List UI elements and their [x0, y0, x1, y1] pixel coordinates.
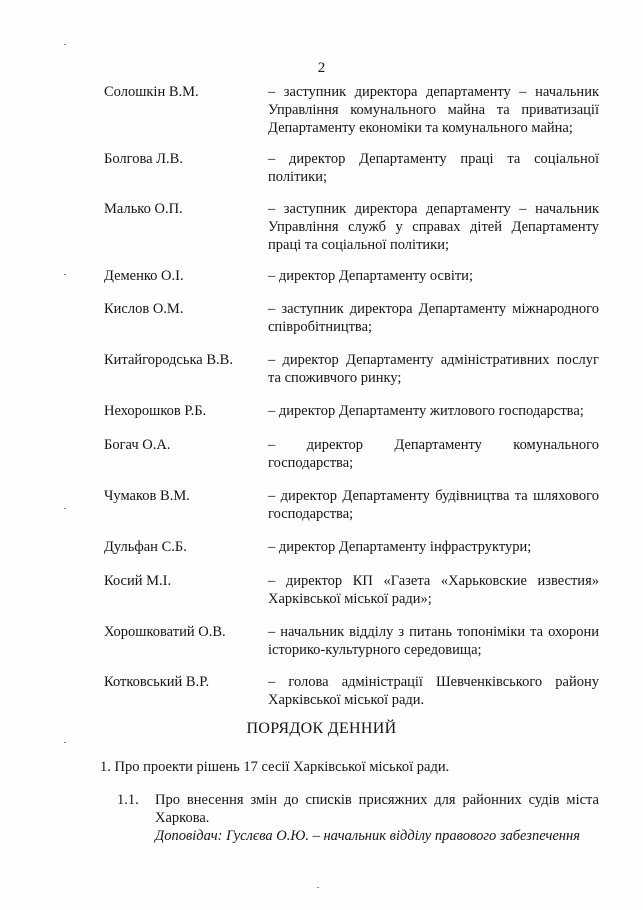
attendee-name: Кислов О.М. — [104, 301, 184, 317]
attendee-name: Деменко О.І. — [104, 268, 184, 284]
attendee-name: Косий М.І. — [104, 573, 172, 589]
attendee-name: Хорошковатий О.В. — [104, 624, 226, 640]
attendee-name: Малько О.П. — [104, 201, 183, 217]
attendee-position: – заступник директора департаменту – начальник Управління комунального майна та приватизації Департаменту економіки та комунального майна; — [268, 84, 599, 136]
attendee-position: – директор Департаменту будівництва та шляхового господарства; — [268, 488, 599, 522]
attendee-position: – директор Департаменту інфраструктури; — [268, 539, 532, 555]
attendee-position: – директор Департаменту комунального господарства; — [268, 437, 599, 471]
attendee-position: – директор Департаменту адміністративних послуг та споживчого ринку; — [268, 352, 599, 386]
attendee-position: – директор КП «Газета «Харьковские известия» Харківської міської ради»; — [268, 573, 599, 607]
page-number: 2 — [317, 60, 326, 76]
scan-speck — [64, 274, 66, 275]
agenda-title: ПОРЯДОК ДЕННИЙ — [246, 720, 397, 737]
attendee-name: Богач О.А. — [104, 437, 171, 453]
agenda-subitem-number: 1.1. — [117, 792, 139, 808]
attendee-name: Болгова Л.В. — [104, 151, 183, 167]
agenda-subitem — [155, 791, 599, 845]
attendee-name: Чумаков В.М. — [104, 488, 190, 504]
agenda-subitem-speaker: Доповідач: Гуслєва О.Ю. – начальник відділу правового забезпечення — [155, 828, 580, 844]
attendee-position: – начальник відділу з питань топоніміки та охорони історико-культурного середовища; — [268, 624, 599, 658]
attendee-position: – заступник директора Департаменту міжнародного співробітництва; — [268, 301, 599, 335]
agenda-item: 1. Про проекти рішень 17 сесії Харківської міської ради. — [100, 759, 450, 775]
attendee-position: – директор Департаменту освіти; — [268, 268, 473, 284]
scan-speck — [64, 508, 66, 509]
agenda-subitem-text: Про внесення змін до списків присяжних для районних судів міста Харкова. — [155, 792, 599, 826]
attendee-name: Китайгородська В.В. — [104, 352, 233, 368]
attendee-name: Нехорошков Р.Б. — [104, 403, 207, 419]
attendee-position: – директор Департаменту житлового господарства; — [268, 403, 584, 419]
attendee-name: Дульфан С.Б. — [104, 539, 187, 555]
attendee-position: – директор Департаменту праці та соціальної політики; — [268, 151, 599, 185]
attendee-name: Солошкін В.М. — [104, 84, 199, 100]
attendee-position: – голова адміністрації Шевченківського району Харківської міської ради. — [268, 674, 599, 708]
attendee-name: Котковський В.Р. — [104, 674, 210, 690]
attendee-position: – заступник директора департаменту – начальник Управління служб у справах дітей Департаменту праці та соціальної політики; — [268, 201, 599, 253]
scan-speck — [317, 887, 319, 888]
scan-speck — [64, 742, 66, 743]
scan-speck — [64, 44, 66, 45]
